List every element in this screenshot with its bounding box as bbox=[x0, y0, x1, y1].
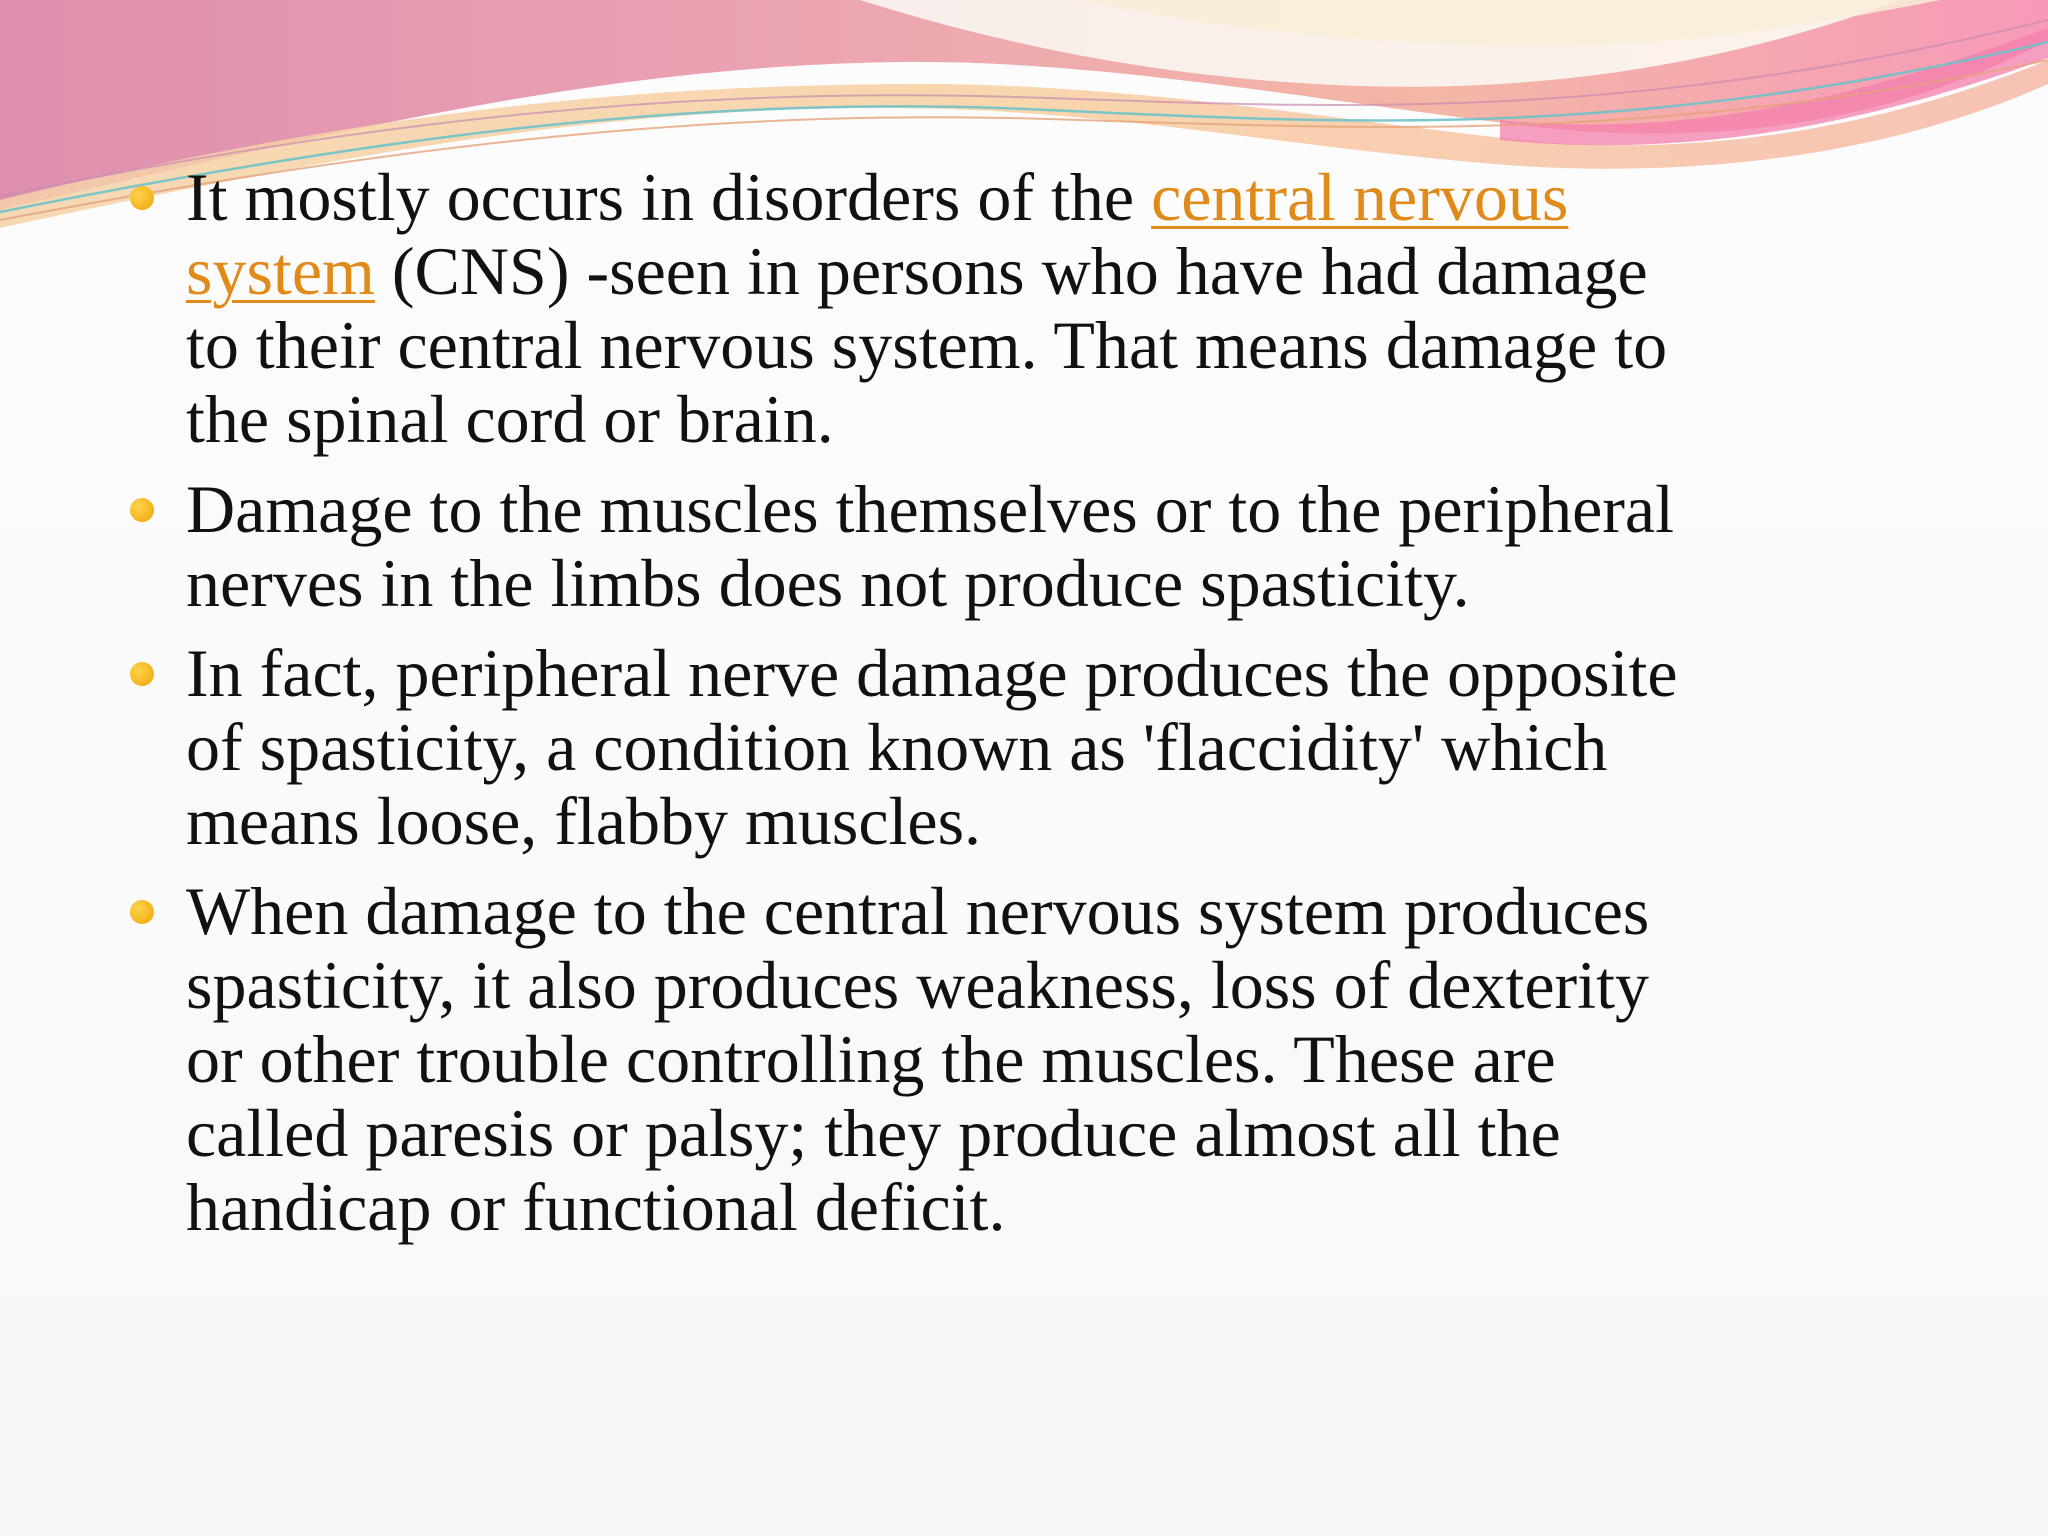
bullet-dot-icon bbox=[130, 186, 154, 210]
bullet-1-text-after: (CNS) -seen in persons who have had damage to their central nervous system. That means damage to the spinal cord or brain. bbox=[186, 233, 1668, 457]
bullet-dot-icon bbox=[130, 498, 154, 522]
bullet-2-text: Damage to the muscles themselves or to the peripheral nerves in the limbs does not produce spasticity. bbox=[186, 471, 1674, 621]
bullet-item-3 bbox=[130, 636, 1690, 858]
bullet-4-text: When damage to the central nervous system produces spasticity, it also produces weakness, loss of dexterity or other trouble controlling the muscles. These are called paresis or palsy; they produce almost all the handicap or functional deficit. bbox=[186, 873, 1650, 1245]
bullet-item-4 bbox=[130, 874, 1690, 1244]
slide-body bbox=[130, 160, 1690, 1260]
bullet-3-text: In fact, peripheral nerve damage produces the opposite of spasticity, a condition known as 'flaccidity' which means loose, flabby muscles. bbox=[186, 635, 1678, 859]
bullet-dot-icon bbox=[130, 900, 154, 924]
bullet-1-text-before: It mostly occurs in disorders of the bbox=[186, 159, 1152, 235]
bullet-list bbox=[130, 160, 1690, 1244]
bullet-dot-icon bbox=[130, 662, 154, 686]
bullet-item-1 bbox=[130, 160, 1690, 456]
central-nervous-system-link[interactable]: central nervous system bbox=[186, 159, 1569, 309]
bullet-item-2 bbox=[130, 472, 1690, 620]
